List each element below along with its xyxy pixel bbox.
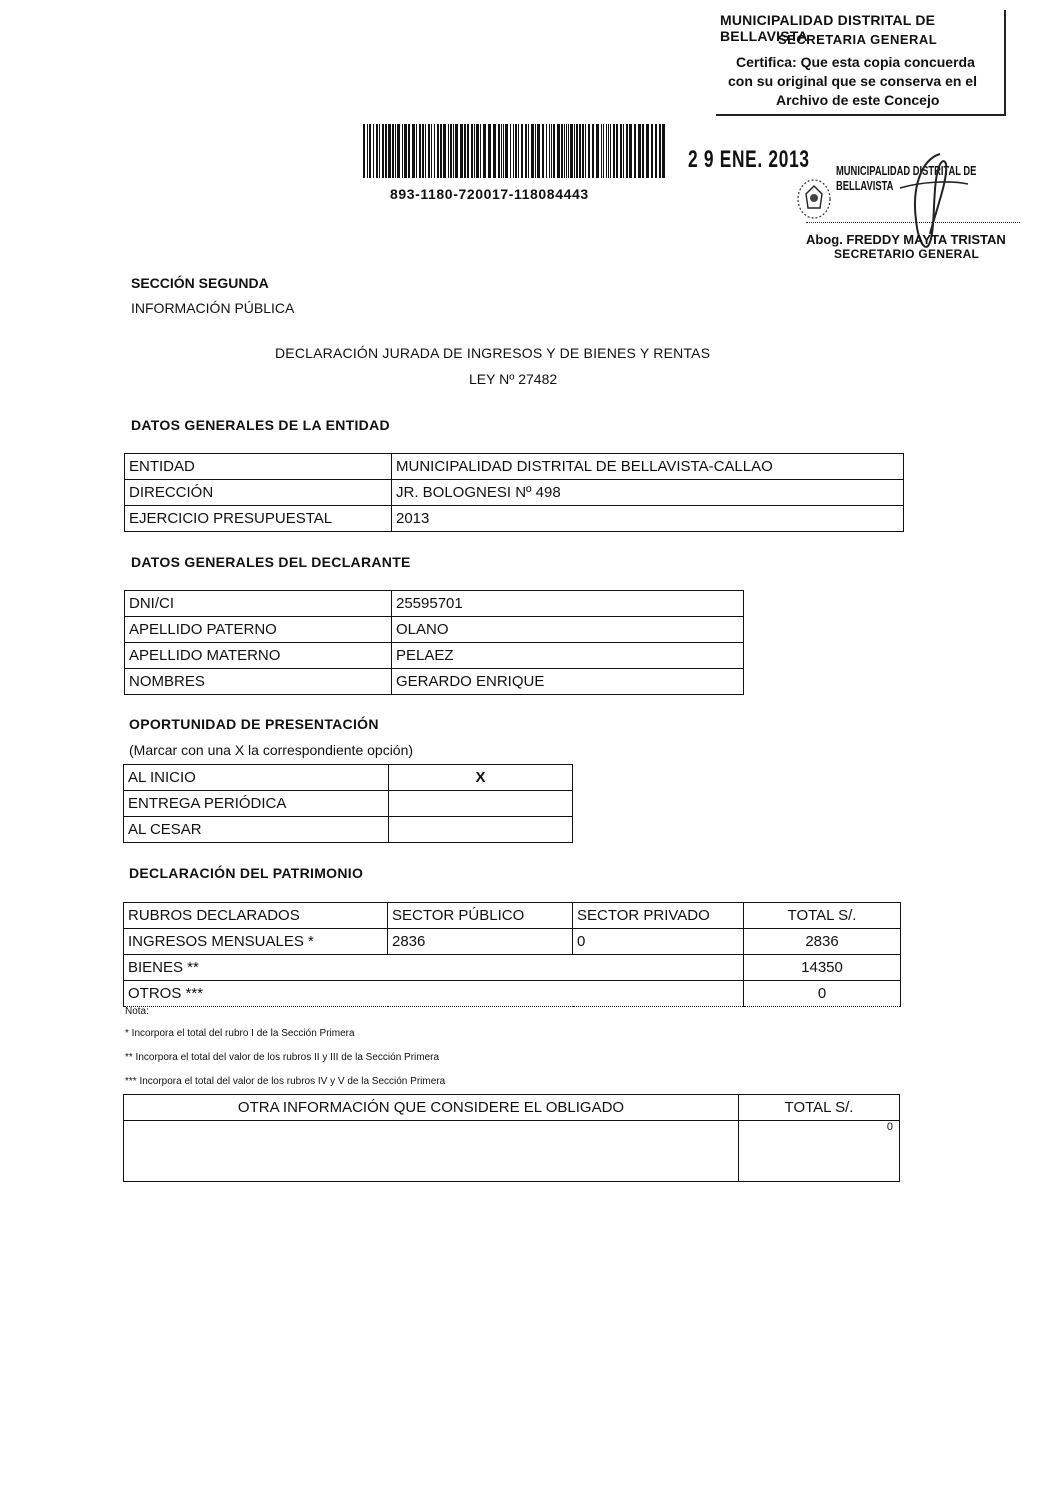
stamp-line-1: MUNICIPALIDAD DISTRITAL DE BELLAVISTA (720, 12, 936, 44)
signature-line (806, 222, 1020, 223)
table-row (124, 929, 901, 955)
table-row (124, 791, 573, 817)
bienes-label: BIENES ** (124, 955, 744, 981)
al-cesar-mark (389, 817, 573, 843)
header-rubros: RUBROS DECLARADOS (124, 903, 388, 929)
apellido-paterno-value: OLANO (392, 617, 744, 643)
law-reference: LEY Nº 27482 (469, 371, 558, 387)
ingresos-publico: 2836 (388, 929, 573, 955)
entrega-periodica-mark (389, 791, 573, 817)
signatory-title: SECRETARIO GENERAL (834, 247, 980, 261)
note-3: *** Incorpora el total del valor de los rubros IV y V de la Sección Primera (125, 1076, 446, 1087)
entidad-heading: DATOS GENERALES DE LA ENTIDAD (131, 417, 390, 433)
apellido-materno-label: APELLIDO MATERNO (125, 643, 392, 669)
table-row (125, 506, 904, 532)
table-row (125, 643, 744, 669)
table-row (125, 454, 904, 480)
otra-info-total-value: 0 (739, 1121, 900, 1182)
ingresos-label: INGRESOS MENSUALES * (124, 929, 388, 955)
header-total: TOTAL S/. (744, 903, 901, 929)
otra-info-total-header: TOTAL S/. (739, 1095, 900, 1121)
stamp-line-5: Archivo de este Concejo (776, 92, 940, 108)
barcode-number: 893-1180-720017-118084443 (390, 186, 589, 202)
stamp-line-3: Certifica: Que esta copia concuerda (736, 54, 975, 70)
declarante-heading: DATOS GENERALES DEL DECLARANTE (131, 554, 411, 570)
direccion-label: DIRECCIÓN (125, 480, 392, 506)
al-inicio-label: AL INICIO (124, 765, 389, 791)
notes-label: Nota: (125, 1006, 149, 1017)
oportunidad-instruction: (Marcar con una X la correspondiente opción) (129, 742, 414, 758)
municipal-seal-icon (794, 176, 834, 222)
oportunidad-table (123, 764, 573, 843)
entidad-value: MUNICIPALIDAD DISTRITAL DE BELLAVISTA-CALLAO (392, 454, 904, 480)
nombres-label: NOMBRES (125, 669, 392, 695)
table-row (124, 981, 901, 1007)
section-sublabel: INFORMACIÓN PÚBLICA (131, 300, 295, 316)
ingresos-total: 2836 (744, 929, 901, 955)
header-sector-privado: SECTOR PRIVADO (573, 903, 744, 929)
stamp-line-4: con su original que se conserva en el (728, 73, 977, 89)
otra-informacion-table (123, 1094, 900, 1182)
dni-value: 25595701 (392, 591, 744, 617)
entidad-label: ENTIDAD (125, 454, 392, 480)
bienes-total: 14350 (744, 955, 901, 981)
table-row (124, 765, 573, 791)
header-sector-publico: SECTOR PÚBLICO (388, 903, 573, 929)
apellido-materno-value: PELAEZ (392, 643, 744, 669)
dni-label: DNI/CI (125, 591, 392, 617)
patrimonio-heading: DECLARACIÓN DEL PATRIMONIO (129, 865, 364, 881)
table-row (125, 669, 744, 695)
note-2: ** Incorpora el total del valor de los rubros II y III de la Sección Primera (125, 1052, 440, 1063)
otros-total: 0 (744, 981, 901, 1007)
date-stamp: 2 9 ENE. 2013 (688, 146, 810, 173)
oportunidad-heading: OPORTUNIDAD DE PRESENTACIÓN (129, 716, 379, 732)
table-row (124, 817, 573, 843)
document-title: DECLARACIÓN JURADA DE INGRESOS Y DE BIENES Y RENTAS (275, 345, 711, 361)
seal-text: MUNICIPALIDAD DISTRITAL DE BELLAVISTA (836, 163, 977, 193)
table-row (125, 480, 904, 506)
declarante-table (124, 590, 744, 695)
otros-label: OTROS *** (124, 981, 744, 1007)
note-1: * Incorpora el total del rubro I de la Sección Primera (125, 1028, 355, 1039)
stamp-line-2: SECRETARIA GENERAL (778, 32, 938, 47)
otra-info-header: OTRA INFORMACIÓN QUE CONSIDERE EL OBLIGADO (124, 1095, 739, 1121)
table-row (124, 1121, 900, 1182)
nombres-value: GERARDO ENRIQUE (392, 669, 744, 695)
entidad-table (124, 453, 904, 532)
table-row (125, 591, 744, 617)
table-header-row (124, 1095, 900, 1121)
barcode (363, 124, 665, 178)
table-header-row (124, 903, 901, 929)
table-row (124, 955, 901, 981)
section-label: SECCIÓN SEGUNDA (131, 275, 269, 291)
al-cesar-label: AL CESAR (124, 817, 389, 843)
ingresos-privado: 0 (573, 929, 744, 955)
certification-stamp (716, 10, 1006, 116)
al-inicio-mark: X (389, 765, 573, 791)
direccion-value: JR. BOLOGNESI Nº 498 (392, 480, 904, 506)
apellido-paterno-label: APELLIDO PATERNO (125, 617, 392, 643)
ejercicio-label: EJERCICIO PRESUPUESTAL (125, 506, 392, 532)
patrimonio-table (123, 902, 901, 1007)
table-row (125, 617, 744, 643)
entrega-periodica-label: ENTREGA PERIÓDICA (124, 791, 389, 817)
otra-info-body (124, 1121, 739, 1182)
signatory-name: Abog. FREDDY MAYTA TRISTAN (806, 232, 1006, 247)
ejercicio-value: 2013 (392, 506, 904, 532)
